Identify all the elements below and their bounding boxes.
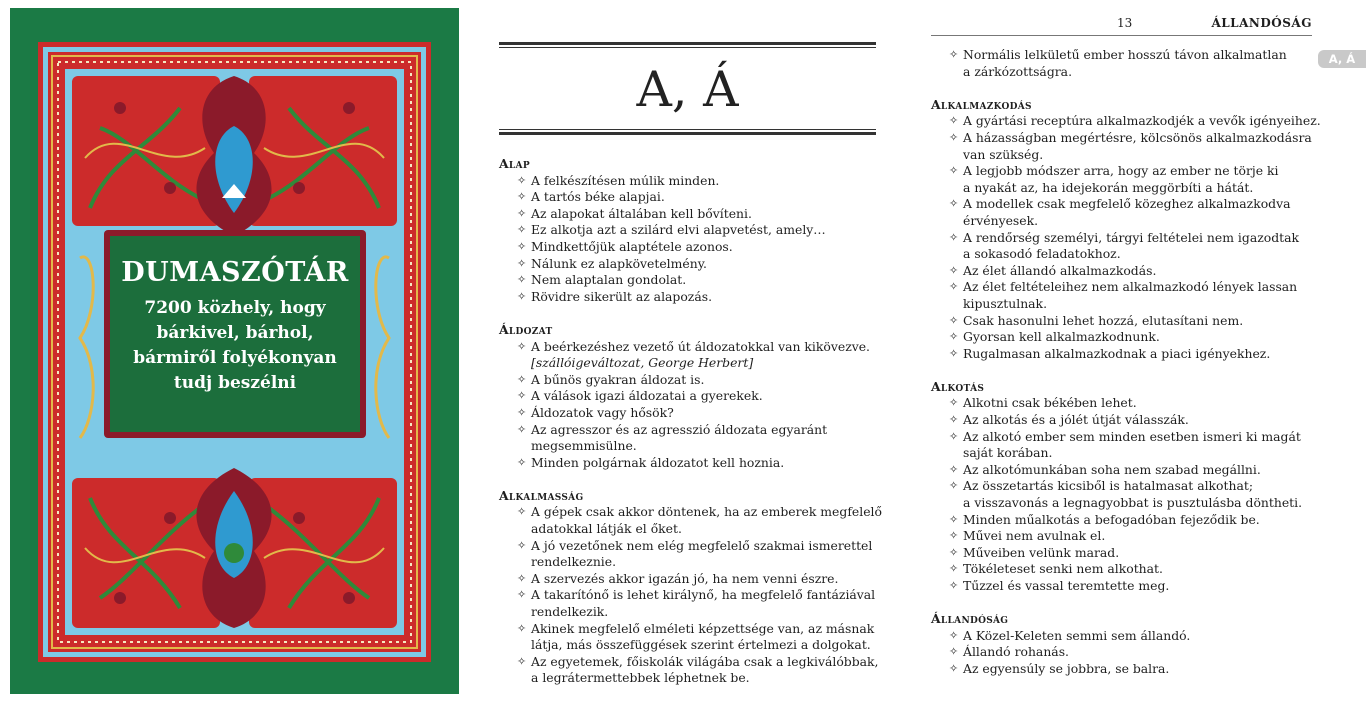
entry-text-line: A legjobb módszer arra, hogy az ember ne törje ki [963, 163, 1279, 179]
star-diamond-icon: ✧ [517, 505, 527, 519]
star-diamond-icon: ✧ [949, 529, 959, 543]
star-diamond-icon: ✧ [517, 422, 527, 436]
cover-subtitle [106, 296, 364, 396]
cover-subtitle-line: tudj beszélni [173, 373, 297, 393]
entry-text-line: saját korában. [963, 445, 1053, 461]
entry-section [499, 487, 882, 687]
list-item [499, 189, 876, 206]
list-item [499, 173, 876, 190]
entry-heading: Állandóság [931, 611, 1009, 627]
entry-text-line: Az agresszor és az agresszió áldozata egyaránt [531, 421, 828, 437]
entry-text-line: A gyártási receptúra alkalmazkodjék a vevők igényeihez. [963, 113, 1321, 129]
star-diamond-icon: ✧ [517, 588, 527, 602]
list-item [931, 661, 1316, 678]
entry-text-line: Az alapokat általában kell bővíteni. [531, 205, 752, 221]
star-diamond-icon: ✧ [949, 346, 959, 360]
list-item [931, 412, 1316, 429]
entry-text-line: A szervezés akkor igazán jó, ha nem venni észre. [531, 570, 839, 586]
star-diamond-icon: ✧ [517, 372, 527, 386]
cover-subtitle-line: bármiről folyékonyan [133, 348, 337, 368]
list-item [931, 628, 1316, 645]
entry-text-line: Nem alaptalan gondolat. [531, 272, 687, 288]
star-diamond-icon: ✧ [949, 263, 959, 277]
entry-text-line: Nálunk ez alapkövetelmény. [531, 255, 707, 271]
entry-text-line: rendelkeznie. [531, 554, 617, 570]
list-item [931, 196, 1316, 229]
page-number: 13 [1117, 16, 1133, 30]
entry-text-line: Művei nem avulnak el. [963, 528, 1106, 544]
entry-text-line: A jó vezetőnek nem elég megfelelő szakmai ismerettel [531, 537, 873, 553]
list-item [931, 644, 1316, 661]
star-diamond-icon: ✧ [517, 239, 527, 253]
entry-heading: Alkotás [931, 378, 985, 394]
list-item [931, 47, 1316, 80]
entry-text-line: a visszavonás a legnagyobbat is pusztulásba döntheti. [963, 495, 1303, 511]
entry-text-line: A takarítónő is lehet királynő, ha megfelelő fantáziával [531, 587, 876, 603]
list-item [931, 545, 1316, 562]
right-page-column [931, 0, 1321, 702]
star-diamond-icon: ✧ [949, 413, 959, 427]
entry-text-line: A bűnös gyakran áldozat is. [531, 371, 705, 387]
star-diamond-icon: ✧ [517, 571, 527, 585]
list-item [499, 405, 876, 422]
entry-text-line: Gyorsan kell alkalmazkodnunk. [963, 329, 1160, 345]
entry-section [931, 96, 1321, 363]
entry-text-line: Minden polgárnak áldozatot kell hoznia. [531, 454, 785, 470]
list-item [931, 113, 1321, 130]
list-item [499, 587, 876, 620]
list-item [499, 206, 876, 223]
list-item [931, 163, 1316, 196]
list-item [499, 222, 876, 239]
list-item [499, 388, 876, 405]
star-diamond-icon: ✧ [517, 455, 527, 469]
star-diamond-icon: ✧ [949, 48, 959, 61]
entry-text-line: Állandó rohanás. [963, 644, 1069, 660]
entry-text-line: Minden műalkotás a befogadóban fejeződik be. [963, 511, 1260, 527]
star-diamond-icon: ✧ [517, 654, 527, 668]
entry-text-line: Ez alkotja azt a szilárd elvi alapvetést, amely… [531, 222, 826, 238]
star-diamond-icon: ✧ [949, 479, 959, 493]
entry-text-line: a sokasodó feladatokhoz. [963, 246, 1121, 262]
list-item [499, 538, 876, 571]
running-head: ÁLLANDÓSÁG [1211, 16, 1312, 30]
star-diamond-icon: ✧ [949, 429, 959, 443]
list-item [499, 422, 876, 455]
list-item [931, 329, 1316, 346]
star-diamond-icon: ✧ [949, 114, 959, 128]
entry-section [931, 379, 1316, 595]
list-item [931, 279, 1316, 312]
star-diamond-icon: ✧ [517, 206, 527, 220]
bottom-rule-thick [499, 132, 876, 135]
entry-heading: Áldozat [499, 321, 553, 337]
star-diamond-icon: ✧ [949, 462, 959, 476]
entry-text-line: Áldozatok vagy hősök? [531, 404, 674, 420]
entry-heading: Alkalmazkodás [931, 96, 1032, 112]
entry-text-line: megsemmisülne. [531, 438, 637, 454]
entry-text-line: Az élet feltételeihez nem alkalmazkodó lények lassan [963, 279, 1298, 295]
entry-text-line: A válások igazi áldozatai a gyerekek. [531, 388, 763, 404]
list-item [499, 256, 876, 273]
cover-subtitle-line: 7200 közhely, hogy [144, 298, 326, 318]
entry-text-line: A tartós béke alapjai. [531, 189, 665, 205]
star-diamond-icon: ✧ [517, 273, 527, 287]
list-item [931, 578, 1316, 595]
header-rule [931, 35, 1312, 36]
continued-entry [931, 47, 1316, 80]
star-diamond-icon: ✧ [517, 405, 527, 419]
list-item [931, 478, 1316, 511]
list-item [931, 512, 1316, 529]
star-diamond-icon: ✧ [949, 330, 959, 344]
entry-section [931, 611, 1316, 677]
entry-heading: Alkalmasság [499, 487, 584, 503]
entry-heading: Alap [499, 156, 530, 171]
star-diamond-icon: ✧ [517, 621, 527, 635]
entry-text-line: Az alkotás és a jólét útját válasszák. [963, 412, 1189, 428]
star-diamond-icon: ✧ [949, 313, 959, 327]
list-item [499, 272, 876, 289]
star-diamond-icon: ✧ [517, 223, 527, 237]
left-entries [499, 156, 882, 687]
entry-section [499, 322, 876, 471]
cover-title: DUMASZÓTÁR [121, 257, 349, 288]
star-diamond-icon: ✧ [949, 280, 959, 294]
top-rule-thick [499, 42, 876, 45]
star-diamond-icon: ✧ [949, 512, 959, 526]
entry-text-line: A rendőrség személyi, tárgyi feltételei nem igazodtak [963, 229, 1300, 245]
entry-text-line: A Közel-Keleten semmi sem állandó. [963, 627, 1191, 643]
list-item [931, 130, 1316, 163]
cover-text-block [106, 256, 364, 396]
entry-text-line: a legrátermettebbek léphetnek be. [531, 670, 750, 686]
entry-text-line: kipusztulnak. [963, 295, 1048, 311]
entry-text-line: érvényesek. [963, 212, 1039, 228]
list-item [499, 504, 882, 537]
section-letter: A, Á [636, 61, 739, 118]
list-item [499, 653, 879, 687]
star-diamond-icon: ✧ [949, 628, 959, 642]
entry-text-line: Az összetartás kicsiből is hatalmasat alkothat; [963, 478, 1254, 494]
star-diamond-icon: ✧ [949, 545, 959, 559]
entry-text-line: Az alkotó ember sem minden esetben ismeri ki magát [963, 428, 1301, 444]
entry-text-line: A gépek csak akkor döntenek, ha az emberek megfelelő [531, 504, 882, 520]
thumb-index-tab[interactable]: A, Á [1318, 50, 1366, 68]
list-item [931, 429, 1316, 462]
star-diamond-icon: ✧ [949, 661, 959, 675]
cover-subtitle-line: bárkivel, bárhol, [156, 323, 314, 343]
star-diamond-icon: ✧ [517, 173, 527, 187]
entry-text-line: Rugalmasan alkalmazkodnak a piaci igényekhez. [963, 345, 1271, 361]
star-diamond-icon: ✧ [517, 538, 527, 552]
entry-text-line: Csak hasonulni lehet hozzá, elutasítani nem. [963, 312, 1244, 328]
bottom-rule-thin [499, 129, 876, 130]
star-diamond-icon: ✧ [949, 396, 959, 410]
right-entries [931, 47, 1321, 678]
entry-text-line: Az alkotómunkában soha nem szabad megállni. [963, 461, 1261, 477]
entry-text-line: rendelkezik. [531, 604, 609, 620]
list-item [931, 263, 1316, 280]
star-diamond-icon: ✧ [517, 339, 527, 353]
star-diamond-icon: ✧ [949, 230, 959, 244]
list-item [931, 313, 1316, 330]
book-cover [10, 8, 459, 694]
entry-source: [szállóigeváltozat, George Herbert] [531, 355, 754, 371]
list-item [931, 346, 1316, 363]
list-item [931, 462, 1316, 479]
list-item [499, 372, 876, 389]
list-item [931, 528, 1316, 545]
entry-text-line: a zárkózottságra. [963, 63, 1073, 79]
list-item [931, 395, 1316, 412]
list-item [931, 561, 1316, 578]
entry-section [499, 156, 876, 305]
star-diamond-icon: ✧ [949, 197, 959, 211]
entry-text-line: látja, más összefüggések szerint értelmezi a dolgokat. [531, 637, 871, 653]
star-diamond-icon: ✧ [949, 562, 959, 576]
entry-text-line: Tűzzel és vassal teremtette meg. [963, 578, 1170, 593]
star-diamond-icon: ✧ [949, 130, 959, 144]
entry-text-line: Alkotni csak békében lehet. [963, 395, 1137, 411]
entry-text-line: Az egyetemek, főiskolák világába csak a legkiválóbbak, [531, 653, 879, 669]
entry-text-line: Mindkettőjük alaptétele azonos. [531, 238, 733, 254]
star-diamond-icon: ✧ [517, 289, 527, 303]
list-item [499, 455, 876, 472]
star-diamond-icon: ✧ [949, 164, 959, 178]
star-diamond-icon: ✧ [517, 256, 527, 270]
entry-text-line: A házasságban megértésre, kölcsönös alkalmazkodásra [963, 129, 1312, 145]
entry-text-line: Az egyensúly se jobbra, se balra. [963, 660, 1170, 676]
star-diamond-icon: ✧ [517, 190, 527, 204]
top-rule-thin [499, 47, 876, 48]
entry-text-line: Műveiben velünk marad. [963, 544, 1120, 560]
list-item [499, 339, 876, 372]
entry-text-line: adatokkal látják el őket. [531, 521, 682, 537]
entry-text-line: A modellek csak megfelelő közeghez alkalmazkodva [963, 196, 1291, 212]
star-diamond-icon: ✧ [517, 389, 527, 403]
entry-text-line: Akinek megfelelő elméleti képzettsége van, az másnak [531, 620, 875, 636]
entry-text-line: van szükség. [963, 146, 1044, 162]
list-item [931, 230, 1316, 263]
entry-text-line: Az élet állandó alkalmazkodás. [963, 262, 1157, 278]
list-item [499, 571, 876, 588]
left-page-column [499, 0, 882, 702]
entry-text-line: A felkészítésen múlik minden. [531, 172, 720, 188]
list-item [499, 289, 876, 306]
entry-text-line: A beérkezéshez vezető út áldozatokkal van kikövezve. [531, 338, 870, 354]
star-diamond-icon: ✧ [949, 645, 959, 659]
entry-text-line: Rövidre sikerült az alapozás. [531, 288, 713, 304]
entry-text-line: a nyakát az, ha idejekorán meggörbíti a hátát. [963, 179, 1254, 195]
list-item [499, 239, 876, 256]
entry-text-line: Normális lelkületű ember hosszú távon alkalmatlan [963, 47, 1287, 62]
entry-text-line: Tökéleteset senki nem alkothat. [963, 561, 1163, 577]
star-diamond-icon: ✧ [949, 579, 959, 592]
list-item [499, 621, 876, 654]
